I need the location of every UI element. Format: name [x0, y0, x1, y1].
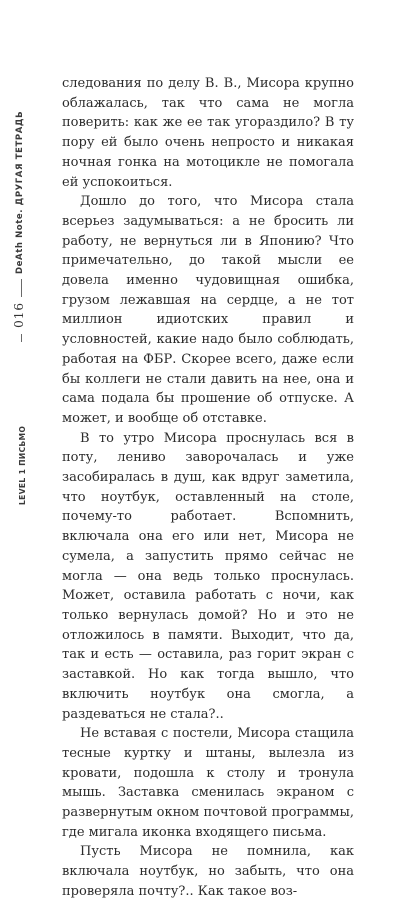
paragraph: Не вставая с постели, Мисора стащила тесные куртку и штаны, вылезла из кровати, подошла к столу и тронула мышь. Заставка сменилась экраном с развернутым окном почтовой программы, где мигала иконка входящего письма.	[62, 726, 354, 840]
margin-rule-bottom	[21, 334, 22, 342]
paragraph: В то утро Мисора проснулась вся в поту, лениво заворочалась и уже засобиралась в душ, как вдруг заметила, что ноутбук, оставленный на столе, почему-то работает. Вспомнить, включала она его или нет, Мисора не сумела, а запустить прямо сейчас не могла — она ведь только проснулась. Может, оставила работать с ночи, как только вернулась домой? Но и это не отложилось в памяти. Выходит, что да, так и есть — оставила, раз горит экран с заставкой. Но как тогда вышло, что включить ноутбук она смогла, а раздеваться не стала?..	[62, 430, 354, 722]
paragraph: следования по делу В. В., Мисора крупно облажалась, так что сама не могла поверить: как же ее так угораздило? В ту пору ей было очень непросто и никакая ночная гонка на мотоцикле не помогала ей успокоиться.	[62, 76, 354, 190]
margin-rule-top	[21, 279, 22, 297]
paragraph: Пусть Мисора не помнила, как включала ноутбук, но забыть, что она проверяла почту?.. Как такое воз-	[62, 844, 354, 899]
chapter-head: LEVEL 1 ПИСЬМО	[18, 425, 27, 505]
body-text	[62, 74, 354, 902]
running-head: DeAth Note. ДРУГАЯ ТЕТРАДЬ	[15, 110, 25, 274]
page-number: 016	[12, 302, 26, 328]
paragraph: Дошло до того, что Мисора стала всерьез задумываться: а не бросить ли работу, не вернуться ли в Японию? Что примечательно, до такой мысли ее довела именно чудовищная ошибка, грузом лежавшая на сердце, а не тот миллион идиотских правил и условностей, какие надо было соблюдать, работая на ФБР. Скорее всего, даже если бы коллеги не стали давить на нее, она и сама подала бы прошение об отпуске. А может, и вообще об отставке.	[62, 194, 354, 426]
